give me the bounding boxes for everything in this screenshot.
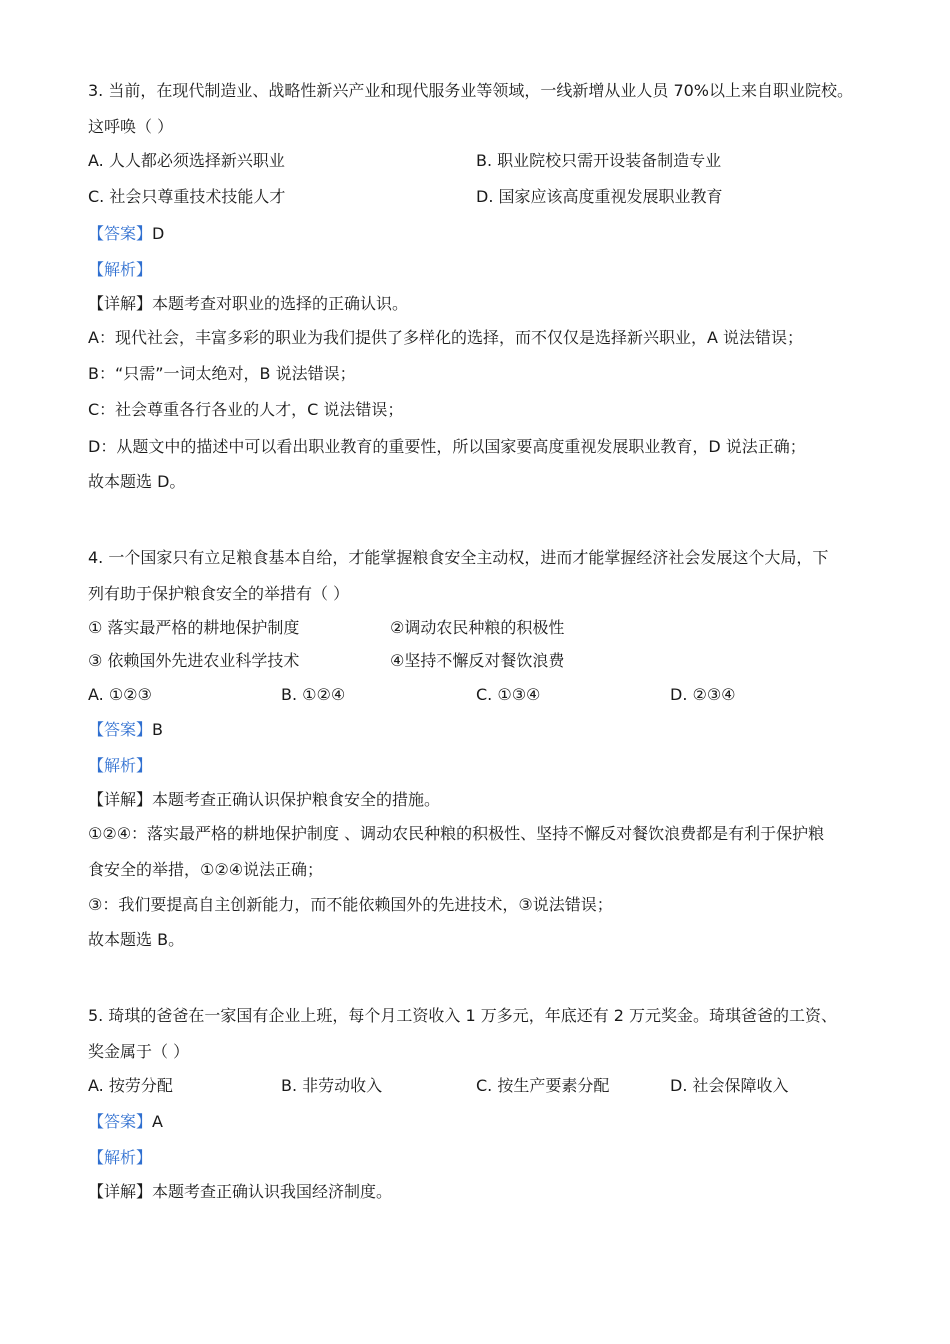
q3-answer <box>88 224 164 244</box>
q3-stem-line1: 3. 当前，在现代制造业、战略性新兴产业和现代服务业等领域，一线新增从业人员 70%以上来自职业院校。 <box>88 81 854 100</box>
q4-answer <box>88 720 163 740</box>
q4-item-1: ① 落实最严格的耕地保护制度 <box>88 618 300 637</box>
q5-stem-line2: 奖金属于（ ） <box>88 1042 190 1061</box>
q5-answer <box>88 1112 163 1132</box>
q5-option-a: A. 按劳分配 <box>88 1076 173 1095</box>
q4-stem-line2: 列有助于保护粮食安全的举措有（ ） <box>88 584 350 603</box>
answer-value: D <box>152 224 165 243</box>
q4-explain-2: 食安全的举措，①②④说法正确； <box>88 860 324 879</box>
answer-tag: 【答案】 <box>88 720 153 739</box>
q5-option-d: D. 社会保障收入 <box>670 1076 789 1095</box>
q3-option-a: A. 人人都必须选择新兴职业 <box>88 151 285 170</box>
q3-stem-line2: 这呼唤（ ） <box>88 117 174 136</box>
q3-detail: 【详解】本题考查对职业的选择的正确认识。 <box>88 294 409 313</box>
q5-detail: 【详解】本题考查正确认识我国经济制度。 <box>88 1182 393 1201</box>
q4-stem-line1: 4. 一个国家只有立足粮食基本自给，才能掌握粮食安全主动权，进而才能掌握经济社会发展这个大局，下 <box>88 548 829 567</box>
q4-item-4: ④坚持不懈反对餐饮浪费 <box>390 651 565 670</box>
q3-explain-b: B：“只需”一词太绝对，B 说法错误； <box>88 364 356 383</box>
q3-option-b: B. 职业院校只需开设装备制造专业 <box>476 151 722 170</box>
answer-value: B <box>152 720 163 739</box>
q4-explain-1: ①②④：落实最严格的耕地保护制度 、调动农民种粮的积极性、坚持不懈反对餐饮浪费都是有利于保护粮 <box>88 824 825 843</box>
q3-option-c: C. 社会只尊重技术技能人才 <box>88 187 286 206</box>
q3-explain-d: D：从题文中的描述中可以看出职业教育的重要性，所以国家要高度重视发展职业教育，D 说法正确； <box>88 437 806 456</box>
answer-tag: 【答案】 <box>88 1112 153 1131</box>
q4-option-b: B. ①②④ <box>281 685 346 704</box>
q3-option-d: D. 国家应该高度重视发展职业教育 <box>476 187 723 206</box>
q4-option-c: C. ①③④ <box>476 685 541 704</box>
q4-conclusion: 故本题选 B。 <box>88 930 185 949</box>
q4-analysis-tag: 【解析】 <box>88 756 153 775</box>
q3-analysis-tag: 【解析】 <box>88 260 153 279</box>
q4-item-2: ②调动农民种粮的积极性 <box>390 618 565 637</box>
answer-tag: 【答案】 <box>88 224 153 243</box>
q3-conclusion: 故本题选 D。 <box>88 472 186 491</box>
answer-value: A <box>152 1112 163 1131</box>
q5-stem-line1: 5. 琦琪的爸爸在一家国有企业上班，每个月工资收入 1 万多元，年底还有 2 万元奖金。琦琪爸爸的工资、 <box>88 1006 838 1025</box>
q4-item-3: ③ 依赖国外先进农业科学技术 <box>88 651 300 670</box>
q3-explain-c: C：社会尊重各行各业的人才，C 说法错误； <box>88 400 404 419</box>
q4-explain-3: ③：我们要提高自主创新能力，而不能依赖国外的先进技术，③说法错误； <box>88 895 613 914</box>
q5-analysis-tag: 【解析】 <box>88 1148 153 1167</box>
q5-option-b: B. 非劳动收入 <box>281 1076 383 1095</box>
q3-explain-a: A：现代社会，丰富多彩的职业为我们提供了多样化的选择，而不仅仅是选择新兴职业，A 说法错误； <box>88 328 803 347</box>
q4-option-d: D. ②③④ <box>670 685 736 704</box>
q5-option-c: C. 按生产要素分配 <box>476 1076 610 1095</box>
q4-option-a: A. ①②③ <box>88 685 152 704</box>
q4-detail: 【详解】本题考查正确认识保护粮食安全的措施。 <box>88 790 441 809</box>
